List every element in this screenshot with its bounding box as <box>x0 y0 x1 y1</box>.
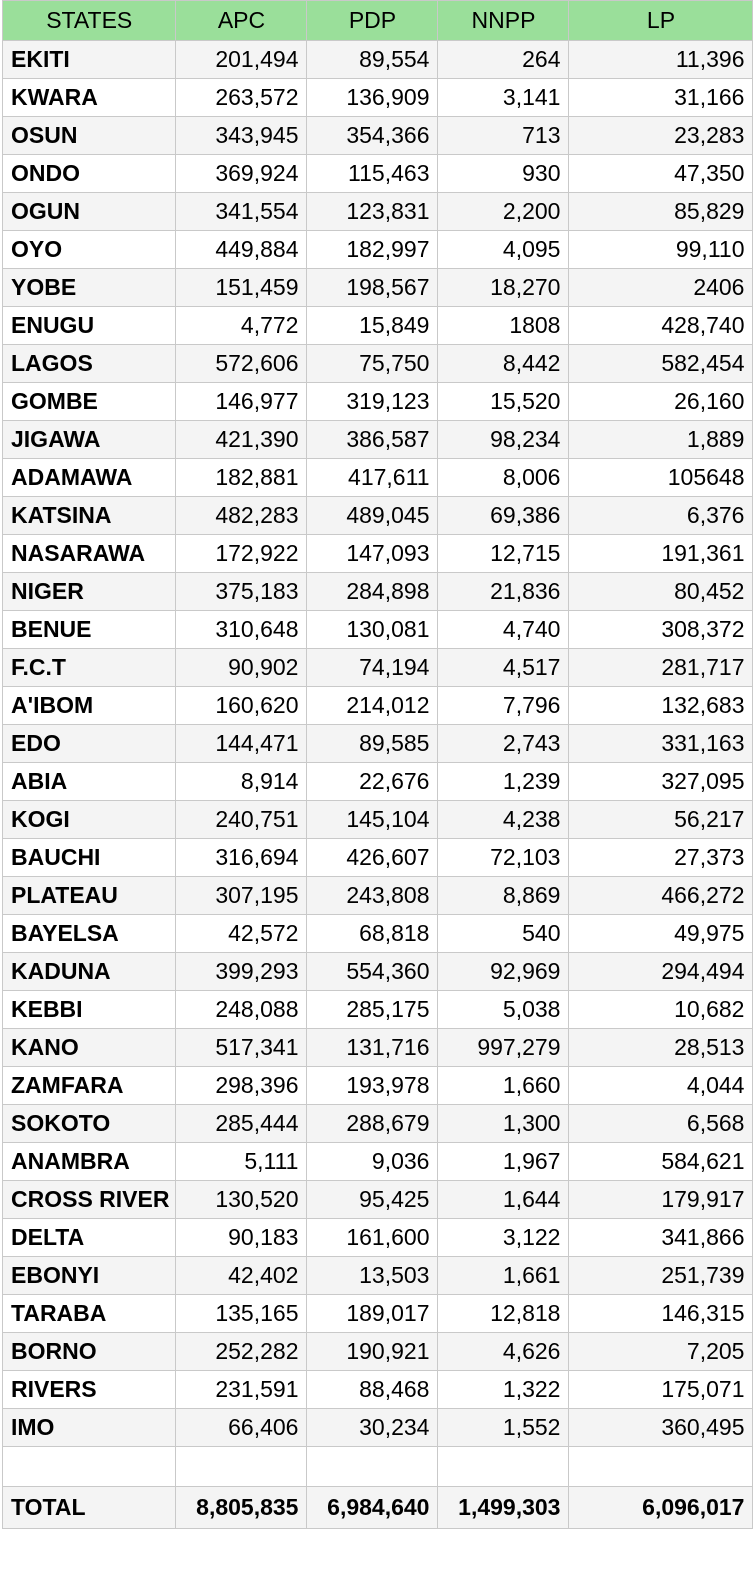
state-cell[interactable]: ONDO <box>3 155 176 193</box>
state-cell[interactable]: EDO <box>3 725 176 763</box>
nnpp-cell[interactable]: 997,279 <box>438 1029 569 1067</box>
table-row <box>3 1257 753 1295</box>
apc-cell[interactable]: 5,111 <box>176 1143 307 1181</box>
pdp-cell[interactable]: 161,600 <box>307 1219 438 1257</box>
empty-cell[interactable] <box>438 1447 569 1487</box>
nnpp-cell[interactable]: 3,141 <box>438 79 569 117</box>
state-cell[interactable]: KADUNA <box>3 953 176 991</box>
lp-cell[interactable]: 281,717 <box>569 649 753 687</box>
nnpp-cell[interactable]: 21,836 <box>438 573 569 611</box>
table-body <box>3 41 753 1529</box>
table-row <box>3 1333 753 1371</box>
total-lp[interactable]: 6,096,017 <box>569 1487 753 1529</box>
apc-cell[interactable]: 375,183 <box>176 573 307 611</box>
results-spreadsheet <box>2 0 753 1529</box>
apc-cell[interactable]: 316,694 <box>176 839 307 877</box>
table-row <box>3 687 753 725</box>
nnpp-cell[interactable]: 2,743 <box>438 725 569 763</box>
nnpp-cell[interactable]: 1,552 <box>438 1409 569 1447</box>
table-row <box>3 915 753 953</box>
apc-cell[interactable]: 66,406 <box>176 1409 307 1447</box>
state-cell[interactable]: KEBBI <box>3 991 176 1029</box>
lp-cell[interactable]: 428,740 <box>569 307 753 345</box>
pdp-cell[interactable]: 489,045 <box>307 497 438 535</box>
total-apc[interactable]: 8,805,835 <box>176 1487 307 1529</box>
state-cell[interactable]: ABIA <box>3 763 176 801</box>
state-cell[interactable]: A'IBOM <box>3 687 176 725</box>
apc-cell[interactable]: 90,902 <box>176 649 307 687</box>
pdp-cell[interactable]: 284,898 <box>307 573 438 611</box>
nnpp-cell[interactable]: 5,038 <box>438 991 569 1029</box>
table-row <box>3 839 753 877</box>
apc-cell[interactable]: 369,924 <box>176 155 307 193</box>
header-apc[interactable]: APC <box>176 1 307 41</box>
lp-cell[interactable]: 99,110 <box>569 231 753 269</box>
pdp-cell[interactable]: 147,093 <box>307 535 438 573</box>
pdp-cell[interactable]: 22,676 <box>307 763 438 801</box>
state-cell[interactable]: TARABA <box>3 1295 176 1333</box>
table-row <box>3 573 753 611</box>
table-row <box>3 1105 753 1143</box>
nnpp-cell[interactable]: 1808 <box>438 307 569 345</box>
header-nnpp[interactable]: NNPP <box>438 1 569 41</box>
pdp-cell[interactable]: 354,366 <box>307 117 438 155</box>
table-row <box>3 307 753 345</box>
empty-cell[interactable] <box>3 1447 176 1487</box>
nnpp-cell[interactable]: 7,796 <box>438 687 569 725</box>
lp-cell[interactable]: 327,095 <box>569 763 753 801</box>
state-cell[interactable]: NASARAWA <box>3 535 176 573</box>
total-row <box>3 1487 753 1529</box>
nnpp-cell[interactable]: 1,644 <box>438 1181 569 1219</box>
state-cell[interactable]: EKITI <box>3 41 176 79</box>
apc-cell[interactable]: 285,444 <box>176 1105 307 1143</box>
nnpp-cell[interactable]: 4,517 <box>438 649 569 687</box>
table-row <box>3 1219 753 1257</box>
nnpp-cell[interactable]: 3,122 <box>438 1219 569 1257</box>
table-row <box>3 155 753 193</box>
pdp-cell[interactable]: 285,175 <box>307 991 438 1029</box>
apc-cell[interactable]: 144,471 <box>176 725 307 763</box>
apc-cell[interactable]: 90,183 <box>176 1219 307 1257</box>
apc-cell[interactable]: 421,390 <box>176 421 307 459</box>
lp-cell[interactable]: 466,272 <box>569 877 753 915</box>
apc-cell[interactable]: 248,088 <box>176 991 307 1029</box>
pdp-cell[interactable]: 243,808 <box>307 877 438 915</box>
state-cell[interactable]: ENUGU <box>3 307 176 345</box>
nnpp-cell[interactable]: 69,386 <box>438 497 569 535</box>
nnpp-cell[interactable]: 8,869 <box>438 877 569 915</box>
lp-cell[interactable]: 105648 <box>569 459 753 497</box>
lp-cell[interactable]: 28,513 <box>569 1029 753 1067</box>
empty-cell[interactable] <box>307 1447 438 1487</box>
nnpp-cell[interactable]: 2,200 <box>438 193 569 231</box>
state-cell[interactable]: YOBE <box>3 269 176 307</box>
nnpp-cell[interactable]: 264 <box>438 41 569 79</box>
pdp-cell[interactable]: 554,360 <box>307 953 438 991</box>
lp-cell[interactable]: 132,683 <box>569 687 753 725</box>
nnpp-cell[interactable]: 1,322 <box>438 1371 569 1409</box>
pdp-cell[interactable]: 417,611 <box>307 459 438 497</box>
state-cell[interactable]: BENUE <box>3 611 176 649</box>
state-cell[interactable]: SOKOTO <box>3 1105 176 1143</box>
lp-cell[interactable]: 2406 <box>569 269 753 307</box>
table-row <box>3 41 753 79</box>
apc-cell[interactable]: 572,606 <box>176 345 307 383</box>
state-cell[interactable]: KANO <box>3 1029 176 1067</box>
nnpp-cell[interactable]: 18,270 <box>438 269 569 307</box>
nnpp-cell[interactable]: 1,660 <box>438 1067 569 1105</box>
table-row <box>3 79 753 117</box>
lp-cell[interactable]: 26,160 <box>569 383 753 421</box>
lp-cell[interactable]: 308,372 <box>569 611 753 649</box>
lp-cell[interactable]: 175,071 <box>569 1371 753 1409</box>
pdp-cell[interactable]: 131,716 <box>307 1029 438 1067</box>
lp-cell[interactable]: 251,739 <box>569 1257 753 1295</box>
table-row <box>3 991 753 1029</box>
apc-cell[interactable]: 298,396 <box>176 1067 307 1105</box>
lp-cell[interactable]: 47,350 <box>569 155 753 193</box>
pdp-cell[interactable]: 214,012 <box>307 687 438 725</box>
lp-cell[interactable]: 360,495 <box>569 1409 753 1447</box>
pdp-cell[interactable]: 13,503 <box>307 1257 438 1295</box>
pdp-cell[interactable]: 136,909 <box>307 79 438 117</box>
nnpp-cell[interactable]: 15,520 <box>438 383 569 421</box>
pdp-cell[interactable]: 123,831 <box>307 193 438 231</box>
nnpp-cell[interactable]: 92,969 <box>438 953 569 991</box>
lp-cell[interactable]: 582,454 <box>569 345 753 383</box>
table-row <box>3 383 753 421</box>
apc-cell[interactable]: 231,591 <box>176 1371 307 1409</box>
state-cell[interactable]: BAYELSA <box>3 915 176 953</box>
empty-row <box>3 1447 753 1487</box>
header-states[interactable]: STATES <box>3 1 176 41</box>
nnpp-cell[interactable]: 4,095 <box>438 231 569 269</box>
state-cell[interactable]: EBONYI <box>3 1257 176 1295</box>
pdp-cell[interactable]: 130,081 <box>307 611 438 649</box>
pdp-cell[interactable]: 89,554 <box>307 41 438 79</box>
pdp-cell[interactable]: 426,607 <box>307 839 438 877</box>
pdp-cell[interactable]: 75,750 <box>307 345 438 383</box>
table-row <box>3 1295 753 1333</box>
nnpp-cell[interactable]: 12,715 <box>438 535 569 573</box>
table-row <box>3 649 753 687</box>
pdp-cell[interactable]: 74,194 <box>307 649 438 687</box>
nnpp-cell[interactable]: 1,661 <box>438 1257 569 1295</box>
state-cell[interactable]: DELTA <box>3 1219 176 1257</box>
pdp-cell[interactable]: 95,425 <box>307 1181 438 1219</box>
table-row <box>3 231 753 269</box>
apc-cell[interactable]: 517,341 <box>176 1029 307 1067</box>
header-pdp[interactable]: PDP <box>307 1 438 41</box>
state-cell[interactable]: KATSINA <box>3 497 176 535</box>
state-cell[interactable]: NIGER <box>3 573 176 611</box>
apc-cell[interactable]: 252,282 <box>176 1333 307 1371</box>
pdp-cell[interactable]: 9,036 <box>307 1143 438 1181</box>
apc-cell[interactable]: 240,751 <box>176 801 307 839</box>
apc-cell[interactable]: 8,914 <box>176 763 307 801</box>
table-row <box>3 1067 753 1105</box>
table-row <box>3 269 753 307</box>
state-cell[interactable]: OSUN <box>3 117 176 155</box>
apc-cell[interactable]: 182,881 <box>176 459 307 497</box>
table-row <box>3 801 753 839</box>
lp-cell[interactable]: 31,166 <box>569 79 753 117</box>
state-cell[interactable]: KOGI <box>3 801 176 839</box>
apc-cell[interactable]: 310,648 <box>176 611 307 649</box>
apc-cell[interactable]: 135,165 <box>176 1295 307 1333</box>
header-lp[interactable]: LP <box>569 1 753 41</box>
empty-cell[interactable] <box>569 1447 753 1487</box>
nnpp-cell[interactable]: 1,300 <box>438 1105 569 1143</box>
apc-cell[interactable]: 130,520 <box>176 1181 307 1219</box>
apc-cell[interactable]: 399,293 <box>176 953 307 991</box>
apc-cell[interactable]: 482,283 <box>176 497 307 535</box>
pdp-cell[interactable]: 182,997 <box>307 231 438 269</box>
apc-cell[interactable]: 343,945 <box>176 117 307 155</box>
lp-cell[interactable]: 49,975 <box>569 915 753 953</box>
table-row <box>3 117 753 155</box>
table-row <box>3 1143 753 1181</box>
lp-cell[interactable]: 191,361 <box>569 535 753 573</box>
lp-cell[interactable]: 7,205 <box>569 1333 753 1371</box>
table-row <box>3 1371 753 1409</box>
apc-cell[interactable]: 341,554 <box>176 193 307 231</box>
pdp-cell[interactable]: 115,463 <box>307 155 438 193</box>
state-cell[interactable]: OGUN <box>3 193 176 231</box>
pdp-cell[interactable]: 89,585 <box>307 725 438 763</box>
lp-cell[interactable]: 56,217 <box>569 801 753 839</box>
pdp-cell[interactable]: 319,123 <box>307 383 438 421</box>
state-cell[interactable]: JIGAWA <box>3 421 176 459</box>
nnpp-cell[interactable]: 8,442 <box>438 345 569 383</box>
table-row <box>3 725 753 763</box>
apc-cell[interactable]: 146,977 <box>176 383 307 421</box>
lp-cell[interactable]: 27,373 <box>569 839 753 877</box>
table-row <box>3 535 753 573</box>
lp-cell[interactable]: 1,889 <box>569 421 753 459</box>
state-cell[interactable]: ZAMFARA <box>3 1067 176 1105</box>
lp-cell[interactable]: 85,829 <box>569 193 753 231</box>
apc-cell[interactable]: 307,195 <box>176 877 307 915</box>
lp-cell[interactable]: 80,452 <box>569 573 753 611</box>
table-row <box>3 877 753 915</box>
nnpp-cell[interactable]: 713 <box>438 117 569 155</box>
nnpp-cell[interactable]: 12,818 <box>438 1295 569 1333</box>
lp-cell[interactable]: 6,568 <box>569 1105 753 1143</box>
lp-cell[interactable]: 10,682 <box>569 991 753 1029</box>
nnpp-cell[interactable]: 930 <box>438 155 569 193</box>
apc-cell[interactable]: 449,884 <box>176 231 307 269</box>
table-row <box>3 345 753 383</box>
state-cell[interactable]: BORNO <box>3 1333 176 1371</box>
apc-cell[interactable]: 4,772 <box>176 307 307 345</box>
table-row <box>3 497 753 535</box>
table-row <box>3 763 753 801</box>
total-pdp[interactable]: 6,984,640 <box>307 1487 438 1529</box>
pdp-cell[interactable]: 198,567 <box>307 269 438 307</box>
table-row <box>3 611 753 649</box>
table-row <box>3 1409 753 1447</box>
pdp-cell[interactable]: 145,104 <box>307 801 438 839</box>
pdp-cell[interactable]: 386,587 <box>307 421 438 459</box>
apc-cell[interactable]: 160,620 <box>176 687 307 725</box>
state-cell[interactable]: ANAMBRA <box>3 1143 176 1181</box>
lp-cell[interactable]: 179,917 <box>569 1181 753 1219</box>
state-cell[interactable]: CROSS RIVER <box>3 1181 176 1219</box>
nnpp-cell[interactable]: 4,238 <box>438 801 569 839</box>
lp-cell[interactable]: 584,621 <box>569 1143 753 1181</box>
pdp-cell[interactable]: 88,468 <box>307 1371 438 1409</box>
state-cell[interactable]: OYO <box>3 231 176 269</box>
state-cell[interactable]: F.C.T <box>3 649 176 687</box>
lp-cell[interactable]: 331,163 <box>569 725 753 763</box>
header-row <box>3 1 753 41</box>
pdp-cell[interactable]: 15,849 <box>307 307 438 345</box>
state-cell[interactable]: IMO <box>3 1409 176 1447</box>
lp-cell[interactable]: 341,866 <box>569 1219 753 1257</box>
state-cell[interactable]: RIVERS <box>3 1371 176 1409</box>
table-row <box>3 1029 753 1067</box>
election-results-table <box>2 0 753 1529</box>
nnpp-cell[interactable]: 72,103 <box>438 839 569 877</box>
table-row <box>3 1181 753 1219</box>
pdp-cell[interactable]: 288,679 <box>307 1105 438 1143</box>
nnpp-cell[interactable]: 98,234 <box>438 421 569 459</box>
nnpp-cell[interactable]: 540 <box>438 915 569 953</box>
table-row <box>3 193 753 231</box>
total-label[interactable]: TOTAL <box>3 1487 176 1529</box>
apc-cell[interactable]: 42,572 <box>176 915 307 953</box>
table-row <box>3 421 753 459</box>
state-cell[interactable]: GOMBE <box>3 383 176 421</box>
table-row <box>3 459 753 497</box>
nnpp-cell[interactable]: 1,239 <box>438 763 569 801</box>
nnpp-cell[interactable]: 8,006 <box>438 459 569 497</box>
apc-cell[interactable]: 42,402 <box>176 1257 307 1295</box>
empty-cell[interactable] <box>176 1447 307 1487</box>
state-cell[interactable]: LAGOS <box>3 345 176 383</box>
apc-cell[interactable]: 151,459 <box>176 269 307 307</box>
lp-cell[interactable]: 4,044 <box>569 1067 753 1105</box>
nnpp-cell[interactable]: 1,967 <box>438 1143 569 1181</box>
lp-cell[interactable]: 294,494 <box>569 953 753 991</box>
lp-cell[interactable]: 11,396 <box>569 41 753 79</box>
apc-cell[interactable]: 172,922 <box>176 535 307 573</box>
apc-cell[interactable]: 263,572 <box>176 79 307 117</box>
lp-cell[interactable]: 6,376 <box>569 497 753 535</box>
state-cell[interactable]: ADAMAWA <box>3 459 176 497</box>
lp-cell[interactable]: 23,283 <box>569 117 753 155</box>
state-cell[interactable]: KWARA <box>3 79 176 117</box>
state-cell[interactable]: BAUCHI <box>3 839 176 877</box>
pdp-cell[interactable]: 68,818 <box>307 915 438 953</box>
lp-cell[interactable]: 146,315 <box>569 1295 753 1333</box>
apc-cell[interactable]: 201,494 <box>176 41 307 79</box>
pdp-cell[interactable]: 30,234 <box>307 1409 438 1447</box>
pdp-cell[interactable]: 189,017 <box>307 1295 438 1333</box>
pdp-cell[interactable]: 190,921 <box>307 1333 438 1371</box>
pdp-cell[interactable]: 193,978 <box>307 1067 438 1105</box>
total-nnpp[interactable]: 1,499,303 <box>438 1487 569 1529</box>
state-cell[interactable]: PLATEAU <box>3 877 176 915</box>
table-row <box>3 953 753 991</box>
nnpp-cell[interactable]: 4,626 <box>438 1333 569 1371</box>
nnpp-cell[interactable]: 4,740 <box>438 611 569 649</box>
